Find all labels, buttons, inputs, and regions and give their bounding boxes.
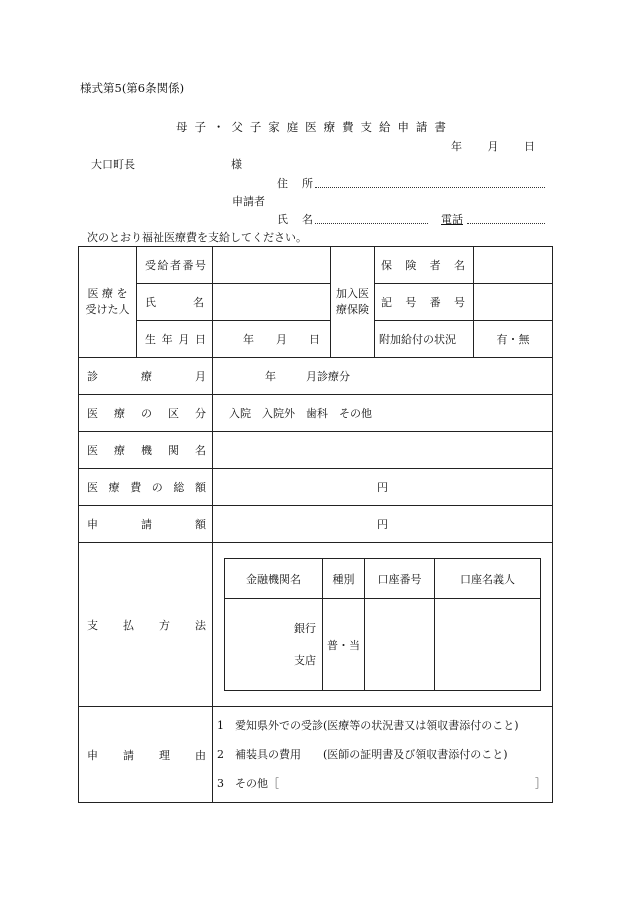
applicant-name-field[interactable] <box>315 223 428 224</box>
dob-field[interactable]: 年 月 日 <box>213 321 331 358</box>
recipient-name-label <box>137 284 213 321</box>
dob-label-char: 生 <box>145 333 156 346</box>
recipient-name-field[interactable] <box>213 284 331 321</box>
additional-benefit-value[interactable]: 有・無 <box>474 321 553 358</box>
title-char: 請 <box>415 120 428 134</box>
payment-method-label-char: 払 <box>123 618 134 632</box>
requested-amount-label-char: 請 <box>141 518 152 531</box>
address-label: 住 所 <box>277 177 313 190</box>
dob-label-char: 月 <box>178 333 190 346</box>
address-field[interactable] <box>315 187 545 188</box>
dob-label <box>137 321 213 358</box>
care-category-label <box>79 395 213 432</box>
reason-item-1[interactable]: 1 愛知県外での受診(医療等の状況書又は領収書添付のこと) <box>217 719 519 732</box>
total-cost-label-char: 総 <box>173 481 185 494</box>
care-category-label-char: 療 <box>114 407 125 420</box>
care-category-label-char: 医 <box>87 407 98 420</box>
institution-label-char: 関 <box>168 444 179 457</box>
phone-label: 電話 <box>441 213 463 226</box>
payment-method-label-char: 方 <box>159 618 170 632</box>
treatment-month-label-char: 療 <box>141 370 152 383</box>
treatment-month-label-char: 診 <box>87 370 98 383</box>
dob-label-char: 年 <box>161 333 173 346</box>
account-type-header: 種別 <box>323 559 365 599</box>
title-char: 家 <box>268 120 280 134</box>
insurer-label-char: 名 <box>453 259 465 272</box>
applicant-label: 申請者 <box>232 195 265 208</box>
payment-method-label-char: 支 <box>87 618 98 632</box>
requested-amount-label <box>79 506 213 543</box>
phone-field[interactable] <box>467 223 545 224</box>
total-cost-label-char: 費 <box>130 481 142 494</box>
title-char: 療 <box>323 120 336 134</box>
total-cost-label-char: 額 <box>194 481 206 494</box>
account-number-header: 口座番号 <box>365 559 435 599</box>
total-cost-field[interactable]: 円 <box>213 469 553 506</box>
bank-name-header: 金融機関名 <box>225 559 323 599</box>
title-char: 給 <box>378 120 391 134</box>
title-char: ・ <box>212 120 225 134</box>
title-char: 医 <box>305 120 317 134</box>
requested-amount-field[interactable]: 円 <box>213 506 553 543</box>
insurance-number-label-char: 号 <box>453 296 465 309</box>
form-number: 様式第5(第6条関係) <box>80 81 185 95</box>
name-label: 氏 名 <box>277 213 313 226</box>
reason-item-2[interactable]: 2 補装具の費用 (医師の証明書及び領収書添付のこと) <box>217 748 508 761</box>
title-char: 子 <box>194 120 206 134</box>
reason-label <box>79 707 213 803</box>
treatment-month-label <box>79 358 213 395</box>
recipient-id-label-char: 給 <box>157 259 169 272</box>
additional-benefit-label: 附加給付の状況 <box>375 321 474 358</box>
title-char: 子 <box>249 120 262 134</box>
institution-label-char: 療 <box>114 444 125 457</box>
title-char: 申 <box>397 120 409 134</box>
instruction-text: 次のとおり福祉医療費を支給してください。 <box>87 231 307 244</box>
reason-close-bracket: ］ <box>535 777 546 790</box>
recipient-id-label-char: 番 <box>182 259 194 272</box>
reason-item-3[interactable]: 3 その他［ <box>217 777 279 790</box>
care-category-label-char: 分 <box>195 407 206 420</box>
date-header <box>451 138 535 154</box>
insurer-field[interactable] <box>474 247 553 284</box>
insurance-group-label: 加入医 療保険 <box>331 247 375 358</box>
recipient-id-label-char: 号 <box>195 259 206 272</box>
treatment-month-label-char: 月 <box>195 370 206 383</box>
reason-label-char: 申 <box>87 748 98 762</box>
title-char: 母 <box>176 120 188 134</box>
insurer-label-char: 険 <box>405 259 417 272</box>
reason-cell <box>213 707 553 803</box>
total-cost-label-char: 療 <box>108 481 120 494</box>
bank-table <box>224 558 541 691</box>
payment-method-label <box>79 543 213 707</box>
title-char: 庭 <box>286 120 299 134</box>
institution-label <box>79 432 213 469</box>
institution-field[interactable] <box>213 432 553 469</box>
year-label: 年 <box>451 140 462 153</box>
total-cost-label-char: の <box>151 481 163 494</box>
insurer-label <box>375 247 474 284</box>
institution-label-char: 医 <box>87 444 98 457</box>
care-category-label-char: 区 <box>168 407 179 420</box>
insurance-number-label-char: 号 <box>405 296 417 309</box>
recipient-id-label-char: 者 <box>170 259 181 272</box>
insurance-number-field[interactable] <box>474 284 553 321</box>
insurer-label-char: 保 <box>381 259 392 272</box>
insurance-number-label-char: 記 <box>381 296 392 309</box>
requested-amount-label-char: 申 <box>87 518 98 531</box>
addressee: 大口町長 <box>91 158 135 171</box>
account-number-field[interactable] <box>365 599 435 691</box>
dob-label-char: 日 <box>194 333 206 346</box>
recipient-id-label <box>137 247 213 284</box>
account-holder-field[interactable] <box>435 599 541 691</box>
insurance-number-label <box>375 284 474 321</box>
month-label: 月 <box>487 140 499 153</box>
title-char: 父 <box>231 120 243 134</box>
title-char: 支 <box>360 120 373 134</box>
institution-label-char: 名 <box>195 444 206 457</box>
requested-amount-label-char: 額 <box>195 518 206 531</box>
institution-label-char: 機 <box>141 444 152 457</box>
recipient-id-field[interactable] <box>213 247 331 284</box>
recipient-group-label: 医 療 を 受けた人 <box>79 247 137 358</box>
title-char: 書 <box>434 120 446 134</box>
honorific: 様 <box>231 158 242 171</box>
bank-name-field[interactable]: 銀行 支店 <box>225 599 323 691</box>
care-category-options[interactable]: 入院 入院外 歯科 その他 <box>213 395 553 432</box>
recipient-id-label-char: 受 <box>145 259 156 272</box>
insurer-label-char: 者 <box>429 259 441 272</box>
account-holder-header: 口座名義人 <box>435 559 541 599</box>
payment-method-cell <box>213 543 553 707</box>
recipient-name-label-char: 氏 <box>145 296 156 309</box>
day-label: 日 <box>524 140 535 153</box>
treatment-month-field[interactable]: 年 月診療分 <box>213 358 553 395</box>
reason-label-char: 請 <box>123 748 134 762</box>
title-char: 費 <box>342 120 354 134</box>
total-cost-label <box>79 469 213 506</box>
payment-method-label-char: 法 <box>195 618 206 632</box>
document-title <box>176 119 446 135</box>
reason-label-char: 由 <box>195 748 206 762</box>
care-category-label-char: の <box>141 407 152 420</box>
total-cost-label-char: 医 <box>87 481 98 494</box>
insurance-number-label-char: 番 <box>429 296 441 309</box>
account-type-field[interactable]: 普・当 <box>323 599 365 691</box>
reason-label-char: 理 <box>159 748 170 762</box>
application-form-table <box>78 246 553 803</box>
recipient-name-label-char: 名 <box>193 296 204 309</box>
